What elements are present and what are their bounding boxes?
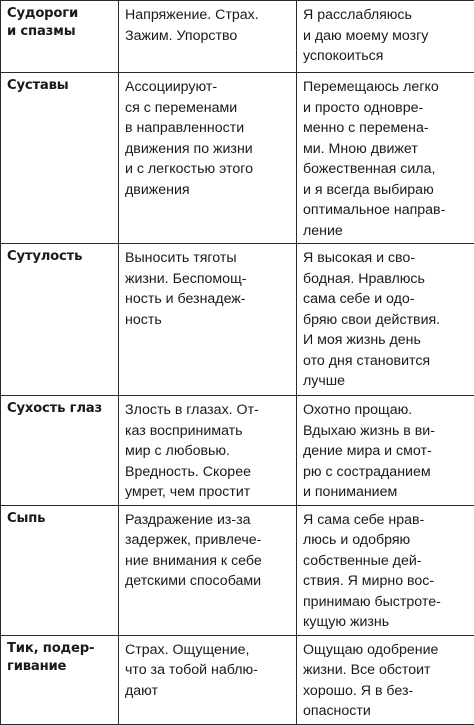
condition-name-cell: Судороги и спазмы bbox=[1, 1, 119, 73]
new-thought-cell: Я высокая и сво- бодная. Нравлюсь сама себе и одо- бряю свои действия. И моя жизнь день ото дня становится лучше bbox=[297, 244, 474, 396]
probable-cause-cell: Ассоциируют- ся с переменами в направленности движения по жизни и с легкостью этого движения bbox=[119, 73, 297, 244]
table-row bbox=[1, 505, 474, 635]
probable-cause-cell: Выносить тяготы жизни. Беспомощ- ность и безнадеж- ность bbox=[119, 244, 297, 396]
condition-name-cell: Сухость глаз bbox=[1, 396, 119, 506]
table-row bbox=[1, 396, 474, 506]
probable-cause-cell: Напряжение. Страх. Зажим. Упорство bbox=[119, 1, 297, 73]
table-row bbox=[1, 635, 474, 724]
table-row bbox=[1, 244, 474, 396]
probable-cause-cell: Злость в глазах. От- каз воспринимать мир с любовью. Вредность. Скорее умрет, чем простит bbox=[119, 396, 297, 506]
probable-cause-cell: Страх. Ощущение, что за тобой наблю- дают bbox=[119, 635, 297, 724]
condition-name-cell: Сыпь bbox=[1, 505, 119, 635]
new-thought-cell: Перемещаюсь легко и просто одновре- менно с перемена- ми. Мною движет божественная сила, и я всегда выбираю оптимальное направ- ление bbox=[297, 73, 474, 244]
table-row bbox=[1, 73, 474, 244]
condition-name-cell: Тик, подер- гивание bbox=[1, 635, 119, 724]
condition-name-cell: Сутулость bbox=[1, 244, 119, 396]
new-thought-cell: Я расслабляюсь и даю моему мозгу успокоиться bbox=[297, 1, 474, 73]
new-thought-cell: Охотно прощаю. Вдыхаю жизнь в ви- дение мира и смот- рю с состраданием и пониманием bbox=[297, 396, 474, 506]
new-thought-cell: Я сама себе нрав- люсь и одобряю собственные дей- ствия. Я мирно вос- принимаю быстроте- кущую жизнь bbox=[297, 505, 474, 635]
condition-name-cell: Суставы bbox=[1, 73, 119, 244]
new-thought-cell: Ощущаю одобрение жизни. Все обстоит хорошо. Я в без- опасности bbox=[297, 635, 474, 724]
probable-cause-cell: Раздражение из-за задержек, привлече- ние внимания к себе детскими способами bbox=[119, 505, 297, 635]
table-row bbox=[1, 1, 474, 73]
